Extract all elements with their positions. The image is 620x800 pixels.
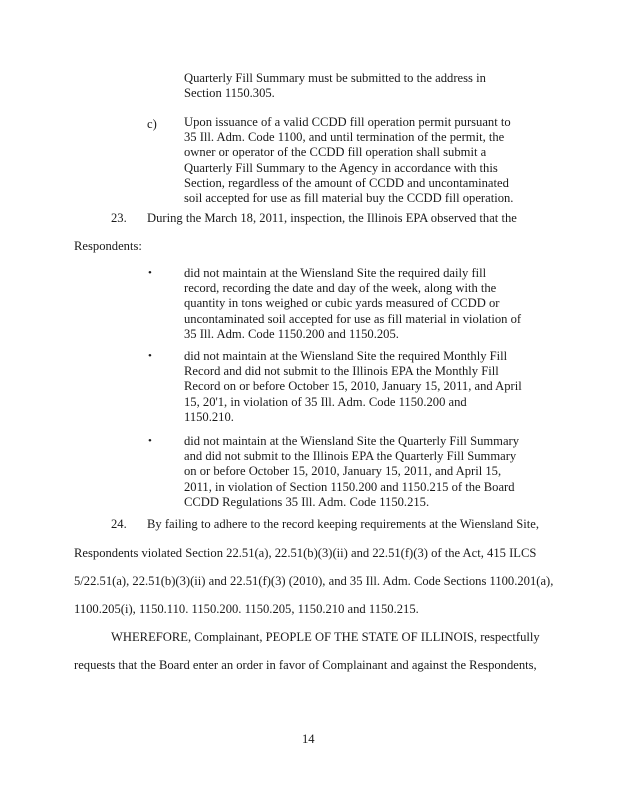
text-line: and did not submit to the Illinois EPA the Quarterly Fill Summary — [184, 449, 517, 464]
paragraph-23-first-line: During the March 18, 2011, inspection, the Illinois EPA observed that the — [147, 211, 517, 225]
text-line: did not maintain at the Wiensland Site the required Monthly Fill — [184, 349, 508, 363]
subsection-c-text — [184, 115, 513, 206]
wherefore-line: requests that the Board enter an order in favor of Complainant and against the Respondents, — [74, 658, 537, 672]
bullet-icon: • — [148, 267, 152, 279]
text-line: Section 1150.305. — [184, 86, 275, 101]
paragraph-23-continuation: Respondents: — [74, 239, 142, 253]
text-line: owner or operator of the CCDD fill operation shall submit a — [184, 145, 487, 160]
bullet-item-1 — [184, 266, 521, 342]
paragraph-24-line: 1100.205(i), 1150.110. 1150.200. 1150.205, 1150.210 and 1150.215. — [74, 602, 419, 616]
paragraph-24-line: Respondents violated Section 22.51(a), 22.51(b)(3)(ii) and 22.51(f)(3) of the Act, 415 ILCS — [74, 546, 537, 560]
bullet-icon: • — [148, 435, 152, 447]
text-line: record, recording the date and day of the week, along with the — [184, 281, 497, 296]
text-line: did not maintain at the Wiensland Site the required daily fill — [184, 266, 487, 280]
subsection-c-label: c) — [147, 117, 157, 131]
text-line: 15, 20'1, in violation of 35 Ill. Adm. Code 1150.200 and — [184, 394, 467, 409]
paragraph-24-line: 5/22.51(a), 22.51(b)(3)(ii) and 22.51(f)(3) (2010), and 35 Ill. Adm. Code Sections 1100.201(a), — [74, 574, 554, 588]
paragraph-24-line: By failing to adhere to the record keeping requirements at the Wiensland Site, — [147, 517, 539, 531]
bullet-item-3 — [184, 434, 519, 510]
text-line: Quarterly Fill Summary must be submitted to the address in — [184, 71, 486, 85]
text-line: soil accepted for use as fill material buy the CCDD fill operation. — [184, 191, 514, 206]
subsection-b-tail — [184, 71, 486, 101]
page-number: 14 — [302, 732, 315, 746]
text-line: 1150.210. — [184, 409, 234, 424]
text-line: did not maintain at the Wiensland Site the Quarterly Fill Summary — [184, 434, 520, 448]
text-line: Upon issuance of a valid CCDD fill operation permit pursuant to — [184, 115, 511, 129]
text-line: Quarterly Fill Summary to the Agency in accordance with this — [184, 160, 498, 175]
text-line: on or before October 15, 2010, January 15, 2011, and April 15, — [184, 464, 502, 479]
text-line: CCDD Regulations 35 Ill. Adm. Code 1150.215. — [184, 494, 430, 509]
bullet-icon: • — [148, 350, 152, 362]
text-line: 35 Ill. Adm. Code 1150.200 and 1150.205. — [184, 326, 399, 341]
paragraph-24-number: 24. — [111, 517, 127, 531]
text-line: Record and did not submit to the Illinois EPA the Monthly Fill — [184, 364, 499, 379]
text-line: uncontaminated soil accepted for use as fill material in violation of — [184, 311, 522, 326]
wherefore-line: WHEREFORE, Complainant, PEOPLE OF THE STATE OF ILLINOIS, respectfully — [111, 630, 540, 644]
text-line: quantity in tons weighed or cubic yards measured of CCDD or — [184, 296, 500, 311]
bullet-item-2 — [184, 349, 522, 425]
text-line: 35 Ill. Adm. Code 1100, and until termination of the permit, the — [184, 130, 505, 145]
paragraph-23-number: 23. — [111, 211, 127, 225]
text-line: Section, regardless of the amount of CCDD and uncontaminated — [184, 175, 509, 190]
text-line: Record on or before October 15, 2010, January 15, 2011, and April — [184, 379, 522, 394]
text-line: 2011, in violation of Section 1150.200 and 1150.215 of the Board — [184, 479, 515, 494]
